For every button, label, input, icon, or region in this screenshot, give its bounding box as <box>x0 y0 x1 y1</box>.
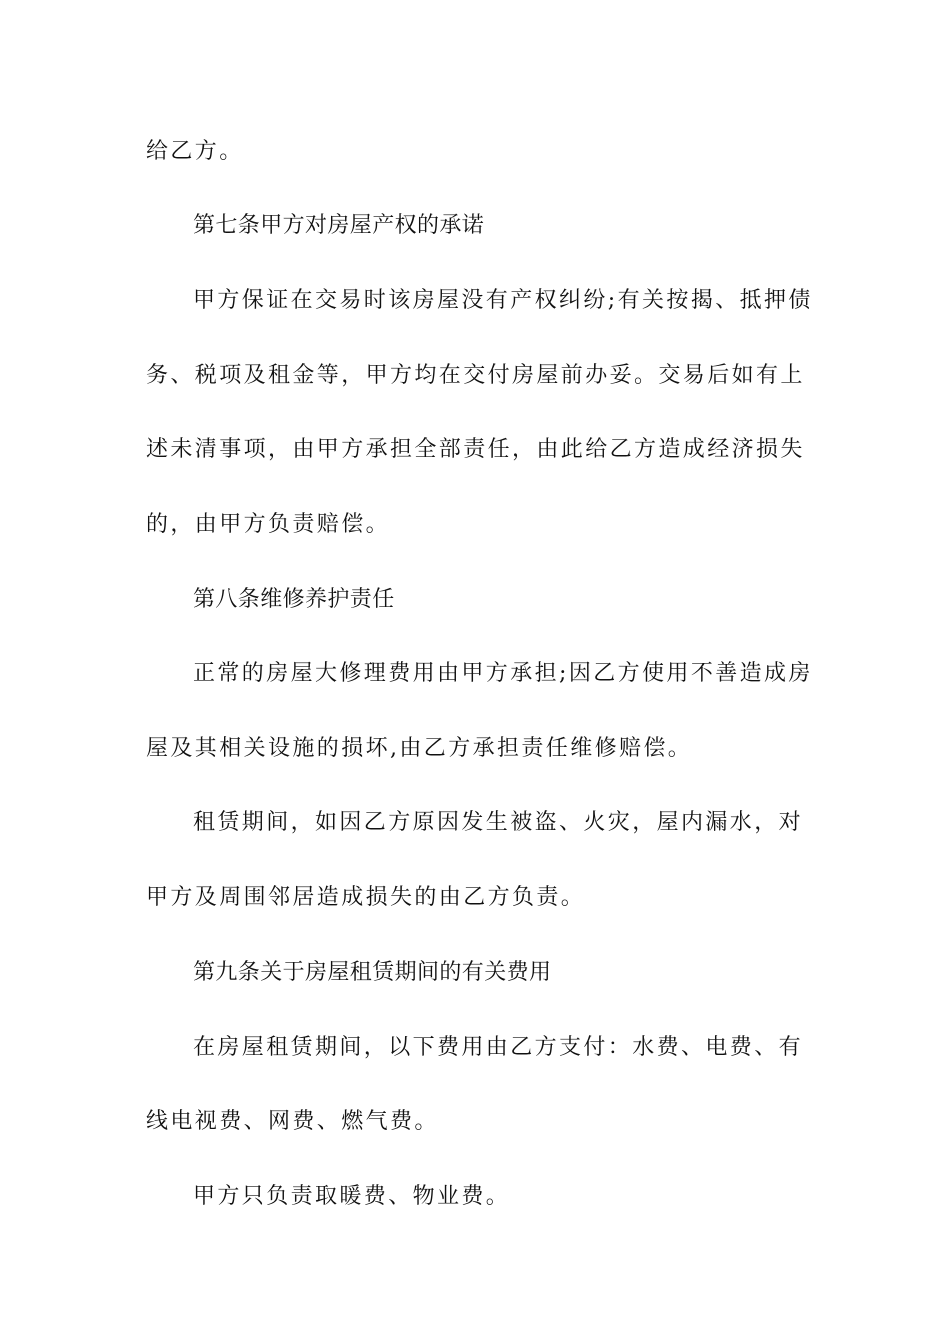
article-7-heading: 第七条甲方对房屋产权的承诺 <box>193 213 485 238</box>
paragraph-line: 屋及其相关设施的损坏,由乙方承担责任维修赔偿。 <box>146 736 693 761</box>
paragraph-line: 的，由甲方负责赔偿。 <box>146 512 391 537</box>
article-9-heading: 第九条关于房屋租赁期间的有关费用 <box>193 960 552 985</box>
paragraph-line: 务、税项及租金等，甲方均在交付房屋前办妥。交易后如有上 <box>146 363 805 388</box>
paragraph-line: 线电视费、网费、燃气费。 <box>146 1109 439 1134</box>
paragraph-line: 甲方及周围邻居造成损失的由乙方负责。 <box>146 885 586 910</box>
paragraph-line: 述未清事项，由甲方承担全部责任，由此给乙方造成经济损失 <box>146 437 805 462</box>
paragraph-line: 正常的房屋大修理费用由甲方承担;因乙方使用不善造成房 <box>193 661 813 686</box>
paragraph-line: 甲方保证在交易时该房屋没有产权纠纷;有关按揭、抵押债 <box>193 288 813 313</box>
paragraph-line: 在房屋租赁期间，以下费用由乙方支付：水费、电费、有 <box>193 1035 804 1060</box>
article-8-heading: 第八条维修养护责任 <box>193 587 395 612</box>
paragraph-line: 甲方只负责取暖费、物业费。 <box>193 1184 511 1209</box>
paragraph-line: 给乙方。 <box>146 139 244 164</box>
paragraph-line: 租赁期间，如因乙方原因发生被盗、火灾，屋内漏水，对 <box>193 810 804 835</box>
